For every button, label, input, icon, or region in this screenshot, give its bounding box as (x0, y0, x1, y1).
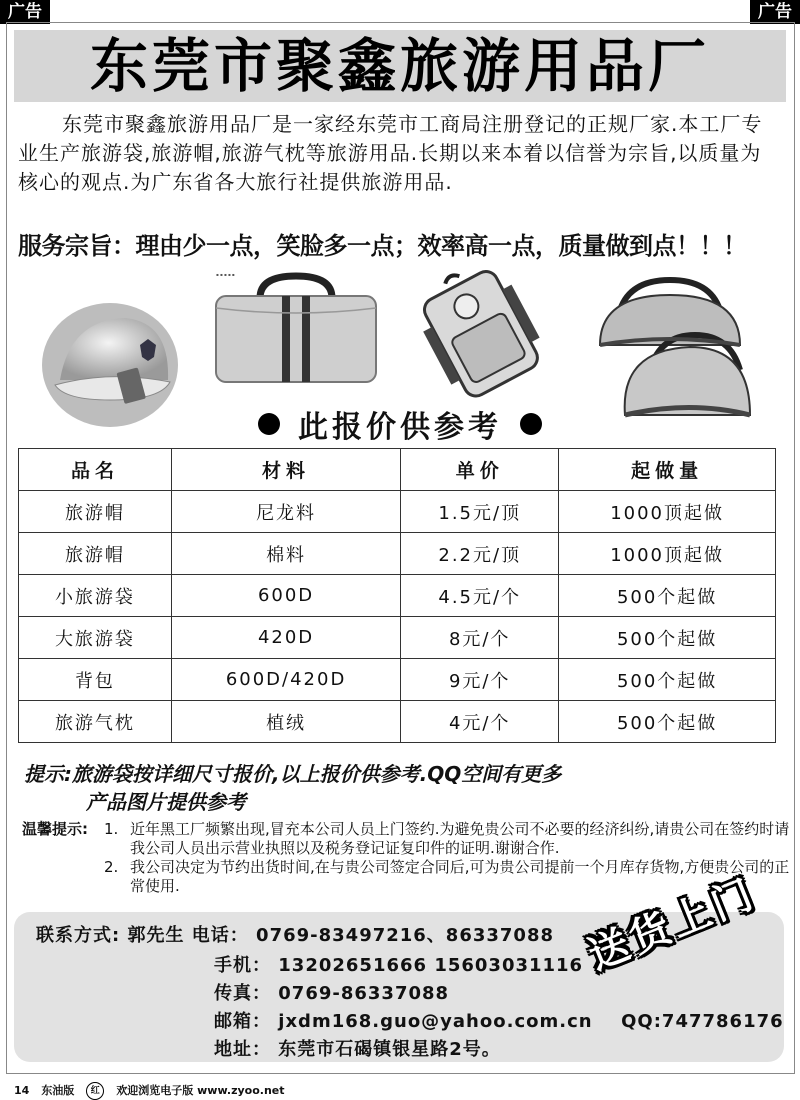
qq-number: QQ:747786176 (621, 1011, 784, 1032)
price-tip (24, 760, 794, 816)
cell-unit-price: 1.5元/顶 (401, 491, 559, 533)
header-product: 品名 (19, 449, 172, 491)
page-footer (14, 1082, 285, 1100)
fax-number: 0769-86337088 (278, 983, 450, 1004)
publication-logo-icon: 红 (86, 1082, 104, 1100)
table-row (19, 575, 776, 617)
edition-label: 东油版 (41, 1084, 75, 1097)
svg-text:▪ ▪ ▪ ▪ ▪: ▪ ▪ ▪ ▪ ▪ (216, 272, 235, 277)
email-label: 邮箱： (214, 1011, 271, 1032)
warm-notice (22, 820, 792, 896)
cell-material: 420D (171, 617, 400, 659)
header-min-order: 起做量 (559, 449, 776, 491)
service-motto: 服务宗旨：理由少一点，笑脸多一点；效率高一点，质量做到点！！！ (18, 232, 747, 260)
phone-label: 电话： (191, 925, 249, 946)
table-row (19, 491, 776, 533)
email-address[interactable]: jxdm168.guo@yahoo.com.cn (278, 1011, 593, 1032)
cell-unit-price: 9元/个 (401, 659, 559, 701)
contact-row-address (214, 1035, 501, 1061)
cell-product: 旅游气枕 (19, 701, 172, 743)
cell-unit-price: 4元/个 (401, 701, 559, 743)
company-intro: 东莞市聚鑫旅游用品厂是一家经东莞市工商局注册登记的正规厂家.本工厂专业生产旅游袋,旅游帽,旅游气枕等旅游用品.长期以来本着以信誉为宗旨,以质量为核心的观点.为广东省各大旅行社提供旅游用品. (18, 112, 763, 194)
contact-row-email (214, 1007, 784, 1033)
cell-material: 600D (171, 575, 400, 617)
notice-item-2-number: 2. (104, 858, 119, 876)
travel-bag-photo (210, 268, 382, 390)
notice-label: 温馨提示: (22, 820, 88, 838)
mobile-label: 手机： (214, 955, 271, 976)
backpack-photo (410, 265, 550, 400)
tip-line-1: 提示:旅游袋按详细尺寸报价,以上报价供参考.QQ空间有更多 (24, 762, 562, 786)
header-unit-price: 单价 (401, 449, 559, 491)
contact-label: 联系方式: (36, 925, 121, 946)
bullet-dot-right (520, 413, 542, 435)
notice-spacer (22, 858, 104, 896)
ad-tag-right: 广告 (750, 0, 800, 24)
header-material: 材料 (171, 449, 400, 491)
notice-item-2: 我公司决定为节约出货时间,在与贵公司签定合同后,可为贵公司提前一个月库存货物,方便贵公司的正常使用. (130, 858, 790, 895)
cell-product: 大旅游袋 (19, 617, 172, 659)
cell-unit-price: 8元/个 (401, 617, 559, 659)
cell-material: 600D/420D (171, 659, 400, 701)
mobile-number: 13202651666 15603031116 (278, 955, 584, 976)
cell-unit-price: 4.5元/个 (401, 575, 559, 617)
cell-product: 旅游帽 (19, 491, 172, 533)
delivery-stamp-text: 送货上门 (582, 870, 763, 979)
cell-min-order: 1000顶起做 (559, 491, 776, 533)
cell-product: 小旅游袋 (19, 575, 172, 617)
price-heading-text: 此报价供参考 (298, 410, 502, 445)
cell-material: 尼龙料 (171, 491, 400, 533)
contact-row-fax (214, 979, 449, 1005)
cell-product: 背包 (19, 659, 172, 701)
price-table (18, 448, 776, 743)
cell-unit-price: 2.2元/顶 (401, 533, 559, 575)
bullet-dot-left (258, 413, 280, 435)
table-row (19, 533, 776, 575)
cell-min-order: 500个起做 (559, 575, 776, 617)
cell-min-order: 500个起做 (559, 701, 776, 743)
contact-row-phone (36, 921, 554, 947)
tip-line-2: 产品图片提供参考 (86, 790, 246, 814)
cell-product: 旅游帽 (19, 533, 172, 575)
table-row (19, 701, 776, 743)
phone-number: 0769-83497216、86337088 (256, 925, 555, 946)
page-number: 14 (14, 1084, 30, 1097)
table-row (19, 659, 776, 701)
cell-material: 植绒 (171, 701, 400, 743)
ad-tag-left: 广告 (0, 0, 50, 24)
cell-min-order: 500个起做 (559, 617, 776, 659)
notice-item-1-number: 1. (104, 820, 119, 838)
company-title: 东莞市聚鑫旅游用品厂 (89, 32, 710, 100)
contact-name: 郭先生 (127, 925, 185, 946)
table-header-row (19, 449, 776, 491)
address-label: 地址： (214, 1039, 271, 1060)
contact-row-mobile (214, 951, 583, 977)
fax-label: 传真： (214, 983, 271, 1004)
address-text: 东莞市石碣镇银星路2号。 (278, 1039, 501, 1060)
footer-website[interactable]: 欢迎浏览电子版 www.zyoo.net (116, 1084, 285, 1097)
cell-min-order: 1000顶起做 (559, 533, 776, 575)
cell-material: 棉料 (171, 533, 400, 575)
table-row (19, 617, 776, 659)
price-heading (0, 402, 800, 446)
cell-min-order: 500个起做 (559, 659, 776, 701)
notice-item-1: 近年黑工厂频繁出现,冒充本公司人员上门签约.为避免贵公司不必要的经济纠纷,请贵公司在签约时请我公司人员出示营业执照以及税务登记证复印件的证明.谢谢合作. (130, 820, 790, 857)
